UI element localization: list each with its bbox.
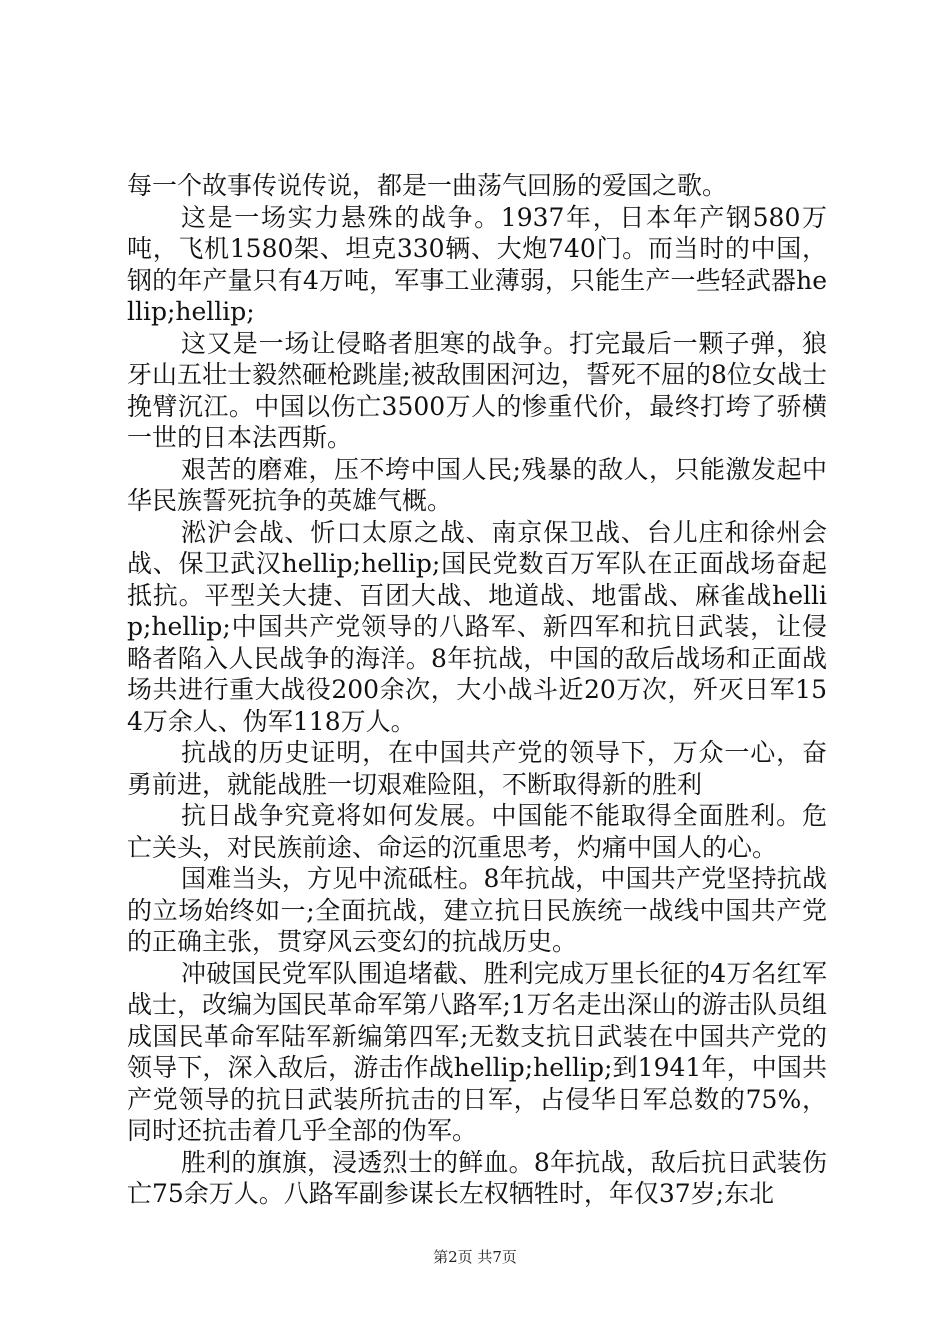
- paragraph-5: 淞沪会战、忻口太原之战、南京保卫战、台儿庄和徐州会战、保卫武汉hellip;hellip;国民党数百万军队在正面战场奋起抵抗。平型关大捷、百团大战、地道战、地雷战、麻雀战hellip;hellip;中国共产党领导的八路军、新四军和抗日武装，让侵略者陷入人民战争的海洋。8年抗战，中国的敌后战场和正面战场共进行重大战役200余次，大小战斗近20万次，歼灭日军154万余人、伪军118万人。: [127, 517, 827, 736]
- paragraph-6: 抗战的历史证明，在中国共产党的领导下，万众一心，奋勇前进，就能战胜一切艰难险阻，不断取得新的胜利: [127, 738, 827, 799]
- paragraph-9: 冲破国民党军队围追堵截、胜利完成万里长征的4万名红军战士，改编为国民革命军第八路军;1万名走出深山的游击队员组成国民革命军陆军新编第四军;无数支抗日武装在中国共产党的领导下，深入敌后，游击作战hellip;hellip;到1941年，中国共产党领导的抗日武装所抗击的日军，占侵华日军总数的75%，同时还抗击着几乎全部的伪军。: [127, 958, 827, 1145]
- paragraph-3: 这又是一场让侵略者胆寒的战争。打完最后一颗子弹，狼牙山五壮士毅然砸枪跳崖;被敌围困河边，誓死不屈的8位女战士挽臂沉江。中国以伤亡3500万人的惨重代价，最终打垮了骄横一世的日本法西斯。: [127, 328, 827, 452]
- paragraph-4: 艰苦的磨难，压不垮中国人民;残暴的敌人，只能激发起中华民族誓死抗争的英雄气概。: [127, 454, 827, 515]
- body-text: [127, 170, 827, 1210]
- paragraph-7: 抗日战争究竟将如何发展。中国能不能取得全面胜利。危亡关头，对民族前途、命运的沉重思考，灼痛中国人的心。: [127, 801, 827, 862]
- paragraph-8: 国难当头，方见中流砥柱。8年抗战，中国共产党坚持抗战的立场始终如一;全面抗战，建立抗日民族统一战线中国共产党的正确主张，贯穿风云变幻的抗战历史。: [127, 864, 827, 956]
- page-number-footer: 第2页 共7页: [433, 1248, 517, 1266]
- paragraph-2: 这是一场实力悬殊的战争。1937年，日本年产钢580万吨，飞机1580架、坦克330辆、大炮740门。而当时的中国，钢的年产量只有4万吨，军事工业薄弱，只能生产一些轻武器hellip;hellip;: [127, 202, 827, 326]
- paragraph-1: 每一个故事传说传说，都是一曲荡气回肠的爱国之歌。: [127, 171, 728, 200]
- paragraph-10: 胜利的旗旗，浸透烈士的鲜血。8年抗战，敌后抗日武装伤亡75余万人。八路军副参谋长左权牺牲时，年仅37岁;东北: [127, 1147, 827, 1208]
